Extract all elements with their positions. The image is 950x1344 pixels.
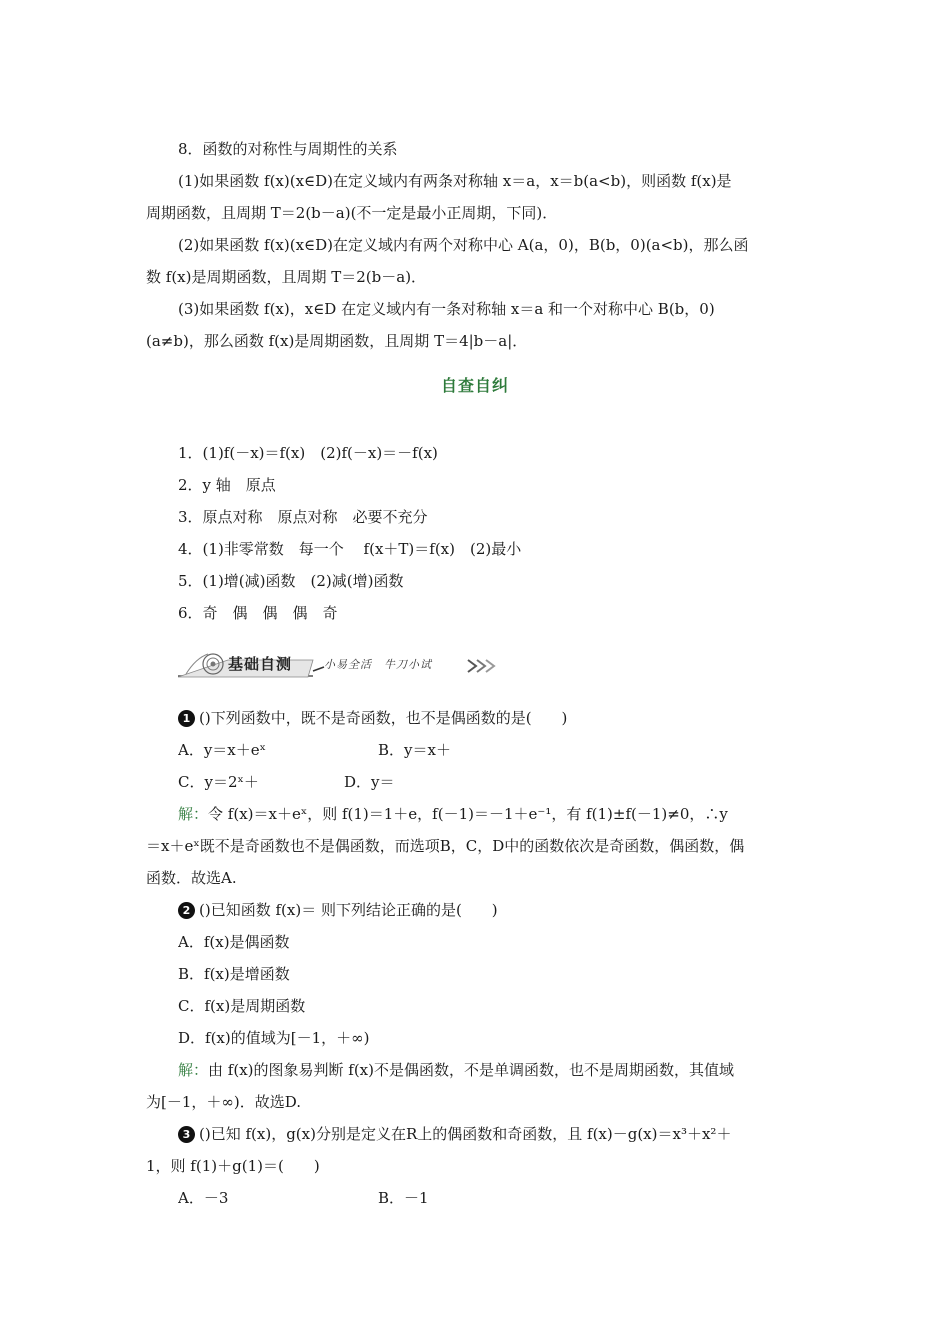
- answer-line: 4．(1)非零常数 每一个 f(x＋T)＝f(x) (2)最小: [178, 540, 522, 558]
- section-banner: [178, 650, 508, 680]
- question-text: ()下列函数中，既不是奇函数，也不是偶函数的是( ): [199, 709, 568, 727]
- solution-text: 令 f(x)＝x＋eˣ，则 f(1)＝1＋e，f(－1)＝－1＋e⁻¹，有 f(1)±f(－1)≠0，∴y: [208, 805, 728, 823]
- question-stem: [178, 708, 806, 728]
- self-check-title: 自查自纠: [440, 376, 509, 395]
- answer-line: 1．(1)f(－x)＝f(x) (2)f(－x)＝－f(x): [178, 444, 438, 462]
- answer-line: 2．y 轴 原点: [178, 476, 276, 494]
- option-d: D．y＝: [344, 773, 395, 791]
- question-stem: [178, 1124, 806, 1144]
- option-b: B．f(x)是增函数: [178, 965, 290, 983]
- option-c: C．y＝2ˣ＋: [178, 773, 259, 791]
- option-row: [178, 1188, 806, 1208]
- answer-line: 3．原点对称 原点对称 必要不充分: [178, 508, 428, 526]
- option-b: B．y＝x＋: [378, 741, 451, 759]
- question-stem: [178, 900, 806, 920]
- option-a: A．f(x)是偶函数: [178, 933, 290, 951]
- question-number-badge: 1: [178, 710, 195, 727]
- option-d: D．f(x)的值域为[－1，＋∞): [178, 1029, 370, 1047]
- question-number-badge: 3: [178, 1126, 195, 1143]
- option-row: [178, 772, 806, 792]
- paragraph-text: 数 f(x)是周期函数，且周期 T＝2(b－a)．: [146, 268, 427, 286]
- question-number-badge: 2: [178, 902, 195, 919]
- paragraph-text: (1)如果函数 f(x)(x∈D)在定义域内有两条对称轴 x＝a，x＝b(a<b)，则函数 f(x)是: [178, 172, 732, 190]
- question-text: ()已知函数 f(x)＝ 则下列结论正确的是( ): [199, 901, 498, 919]
- paragraph-text: 周期函数，且周期 T＝2(b－a)(不一定是最小正周期，下同)．: [146, 204, 558, 222]
- solution-line: [178, 1060, 806, 1080]
- option-a: A．－3: [178, 1189, 229, 1207]
- solution-text: 由 f(x)的图象易判断 f(x)不是偶函数，不是单调函数，也不是周期函数，其值域: [208, 1061, 734, 1079]
- section-heading: 8．函数的对称性与周期性的关系: [178, 140, 398, 158]
- answer-line: 5．(1)增(减)函数 (2)减(增)函数: [178, 572, 404, 590]
- paragraph-text: (a≠b)，那么函数 f(x)是周期函数，且周期 T＝4|b－a|．: [146, 332, 528, 350]
- question-text: ()已知 f(x)，g(x)分别是定义在R上的偶函数和奇函数，且 f(x)－g(x)＝x³＋x²＋: [199, 1125, 732, 1143]
- solution-line: 为[－1，＋∞)．故选D.: [146, 1093, 302, 1111]
- question-text: 1，则 f(1)＋g(1)＝( ): [146, 1157, 320, 1175]
- banner-subtitle: 小易全活 牛刀小试: [324, 658, 432, 671]
- solution-line: 函数．故选A.: [146, 869, 237, 887]
- paragraph-text: (2)如果函数 f(x)(x∈D)在定义域内有两个对称中心 A(a，0)，B(b，0)(a<b)，那么函: [178, 236, 749, 254]
- solution-line: ＝x＋eˣ既不是奇函数也不是偶函数，而选项B，C，D中的函数依次是奇函数，偶函数，偶: [146, 837, 745, 855]
- option-row: [178, 740, 806, 760]
- paragraph-text: (3)如果函数 f(x)，x∈D 在定义域内有一条对称轴 x＝a 和一个对称中心 B(b，0): [178, 300, 715, 318]
- option-b: B．－1: [378, 1189, 429, 1207]
- solution-label: 解：: [178, 805, 209, 823]
- solution-line: [178, 804, 806, 824]
- option-a: A．y＝x＋eˣ: [178, 741, 267, 759]
- banner-title: 基础自测: [228, 655, 293, 673]
- answer-line: 6．奇 偶 偶 偶 奇: [178, 604, 338, 622]
- solution-label: 解：: [178, 1061, 209, 1079]
- option-c: C．f(x)是周期函数: [178, 997, 306, 1015]
